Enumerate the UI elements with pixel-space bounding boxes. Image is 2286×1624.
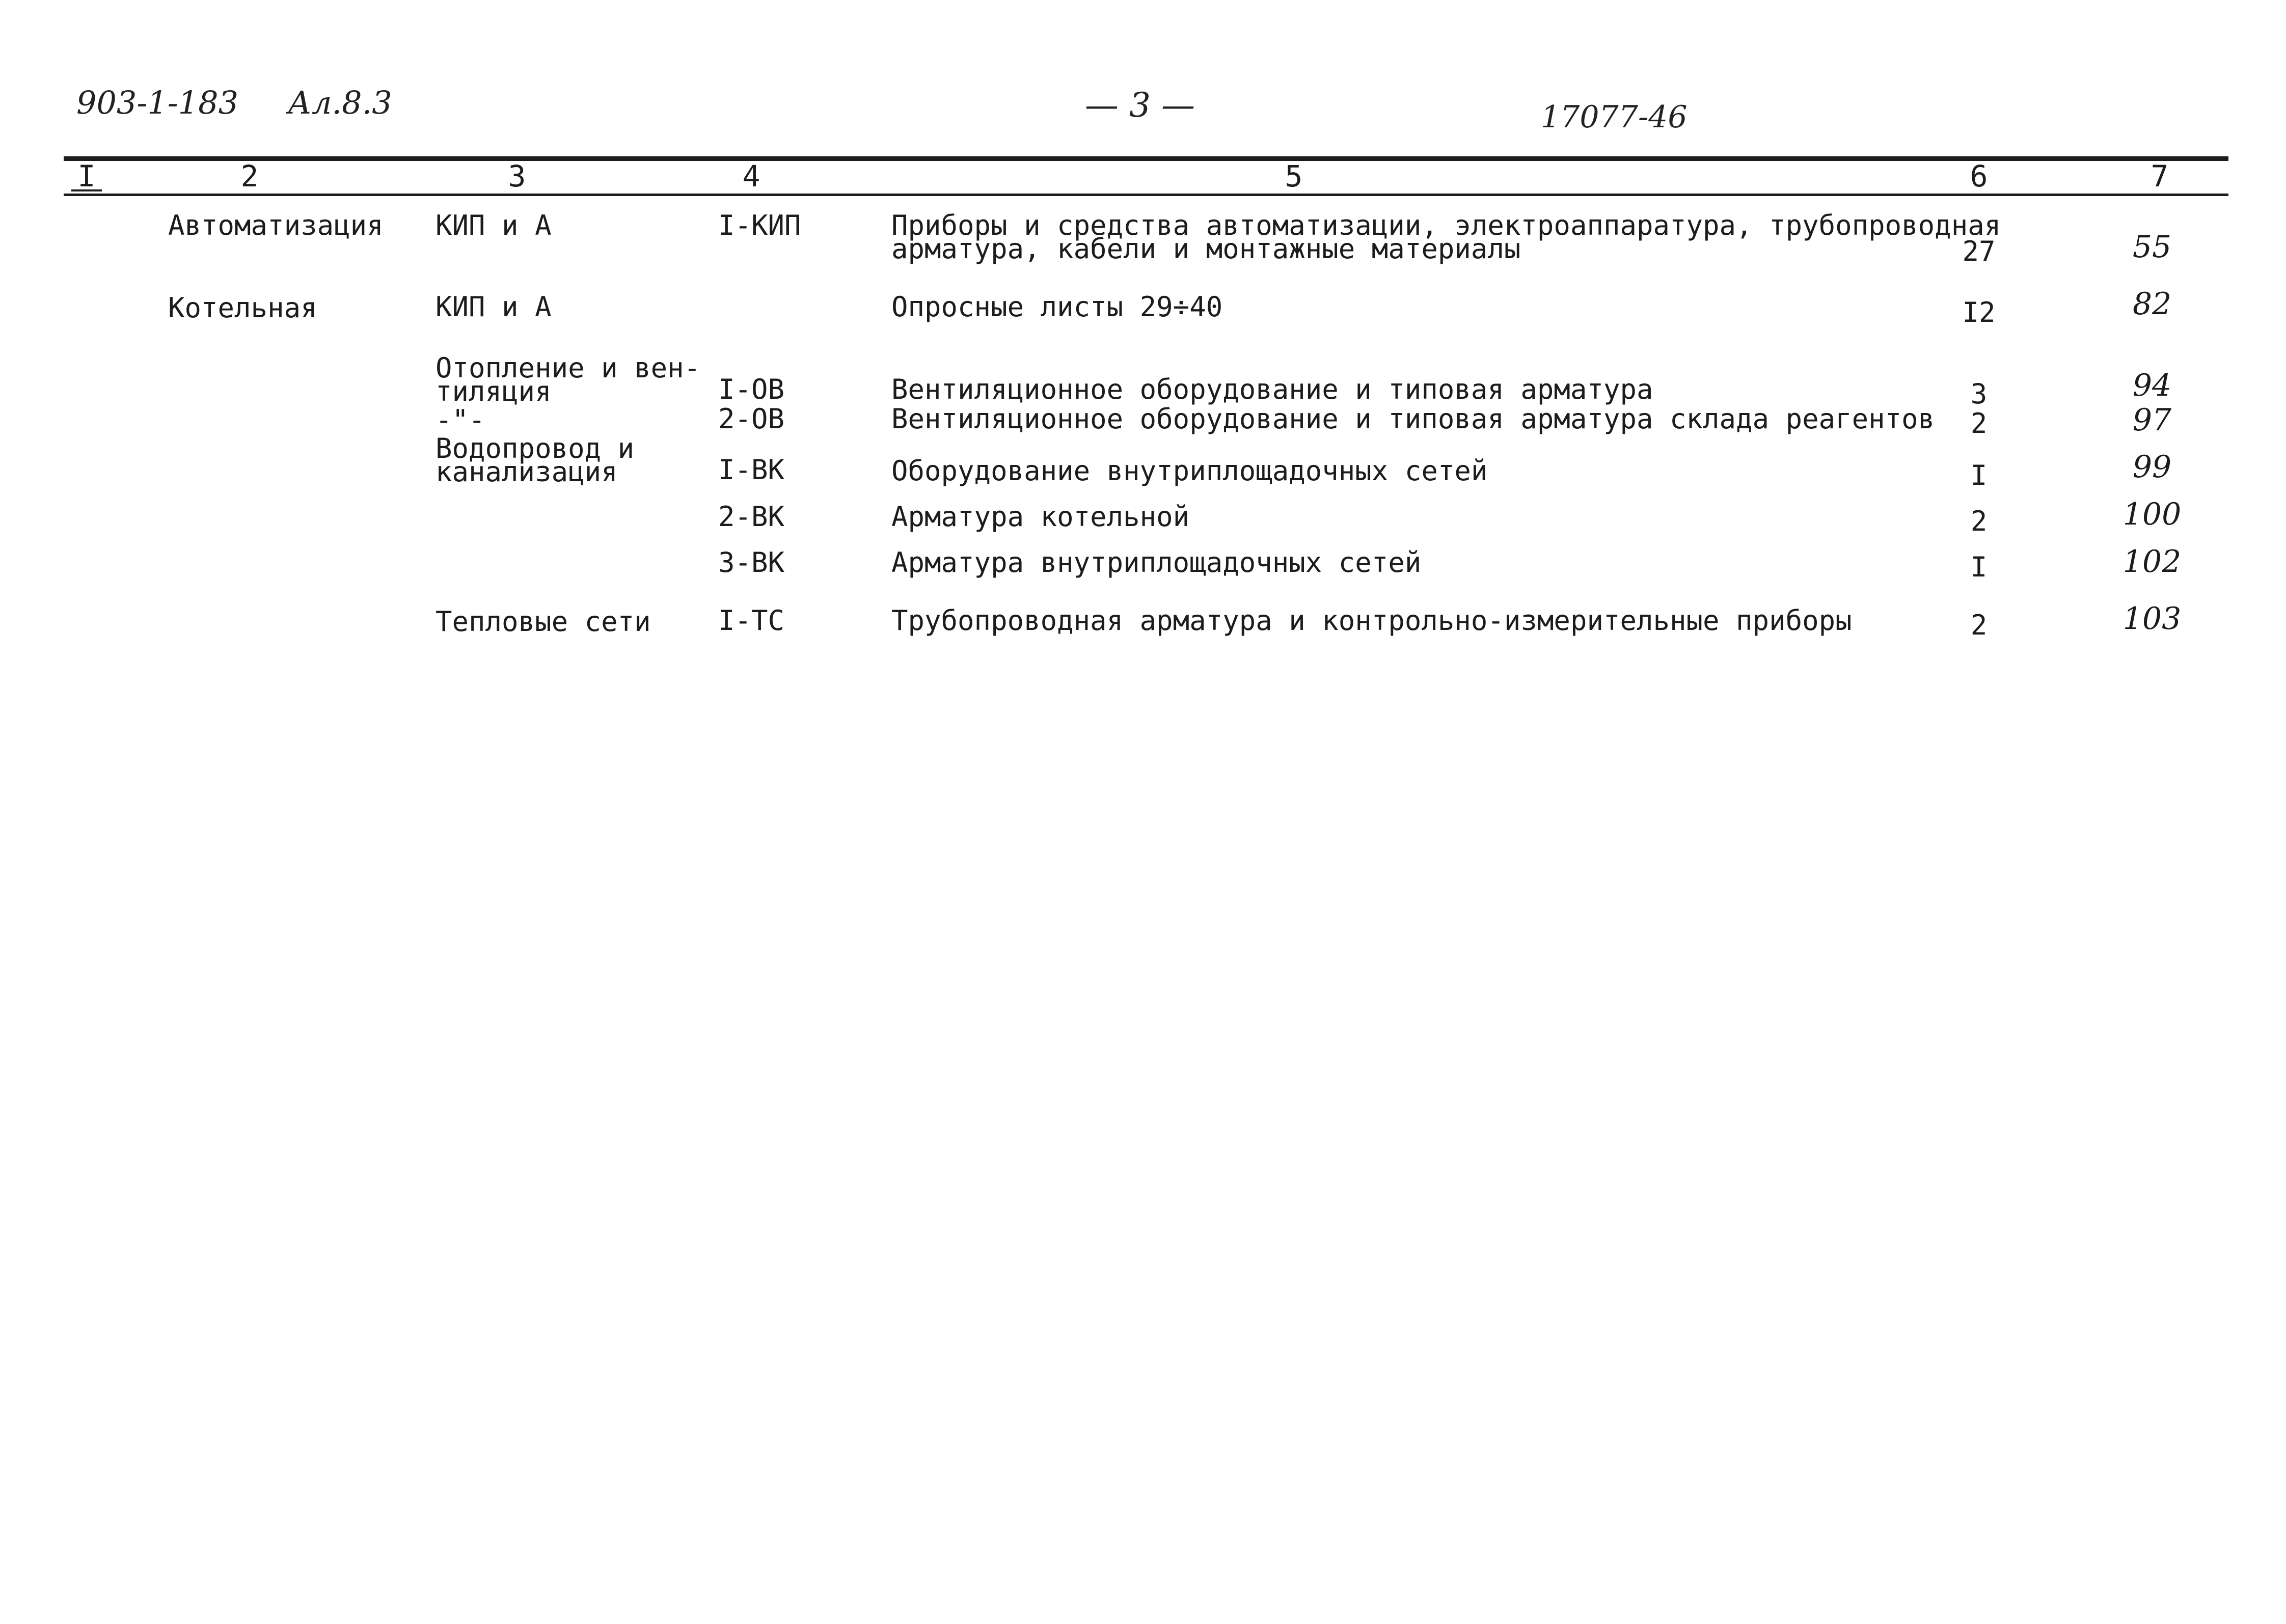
row-2-section: Котельная: [168, 292, 317, 324]
row-1-mark: I-КИП: [718, 209, 801, 241]
row-4-page: 97: [2132, 402, 2172, 438]
page-number: — 3 —: [1085, 86, 1195, 125]
row-1-part: КИП и А: [436, 209, 552, 241]
row-8-part: Тепловые сети: [436, 605, 651, 638]
column-header-1: I: [77, 159, 96, 194]
row-3-part-line-2: тиляция: [436, 375, 552, 407]
row-1-name-line-2: арматура, кабели и монтажные материалы: [891, 233, 1521, 265]
row-3-name: Вентиляционное оборудование и типовая арматура: [891, 373, 1653, 405]
column-header-2: 2: [240, 159, 259, 194]
row-8-name: Трубопроводная арматура и контрольно-измерительные приборы: [891, 604, 1852, 637]
row-7-mark: 3-ВК: [718, 546, 785, 579]
row-6-mark: 2-ВК: [718, 501, 785, 533]
row-4-name: Вентиляционное оборудование и типовая арматура склада реагентов: [891, 403, 1935, 435]
row-4-part: -"-: [436, 404, 485, 436]
row-5-sheets: I: [1970, 459, 1988, 491]
row-5-part-line-1: Водопровод и: [436, 432, 635, 464]
row-3-mark: I-ОВ: [718, 373, 785, 405]
album-number: Ал.8.3: [288, 84, 392, 121]
row-2-sheets: I2: [1962, 296, 1996, 328]
row-1-page: 55: [2132, 229, 2172, 265]
row-8-page: 103: [2122, 601, 2182, 637]
row-3-part-line-1: Отопление и вен-: [436, 352, 701, 384]
row-5-page: 99: [2132, 449, 2172, 485]
row-3-page: 94: [2132, 368, 2172, 403]
table-header-rule: [64, 194, 2228, 196]
column-header-7: 7: [2151, 159, 2169, 194]
row-5-name: Оборудование внутриплощадочных сетей: [891, 455, 1488, 487]
column-header-4: 4: [742, 159, 760, 194]
row-6-page: 100: [2122, 497, 2182, 532]
row-7-sheets: I: [1970, 551, 1988, 583]
row-5-mark: I-ВК: [718, 454, 785, 486]
row-8-sheets: 2: [1970, 609, 1988, 641]
row-1-sheets: 27: [1962, 235, 1996, 267]
row-3-sheets: 3: [1970, 378, 1988, 410]
row-5-part-line-2: канализация: [436, 456, 618, 488]
row-8-mark: I-ТС: [718, 604, 785, 637]
row-2-part: КИП и А: [436, 291, 552, 323]
column-header-6: 6: [1970, 159, 1988, 194]
column-header-5: 5: [1285, 159, 1303, 194]
row-2-page: 82: [2132, 286, 2172, 322]
row-7-name: Арматура внутриплощадочных сетей: [891, 546, 1422, 579]
column-header-3: 3: [508, 159, 526, 194]
document-code: 903-1-183: [76, 84, 239, 121]
row-4-sheets: 2: [1970, 407, 1988, 439]
row-7-page: 102: [2122, 544, 2182, 580]
row-6-name: Арматура котельной: [891, 501, 1190, 533]
row-4-mark: 2-ОВ: [718, 403, 785, 435]
row-2-name: Опросные листы 29÷40: [891, 291, 1223, 323]
row-6-sheets: 2: [1970, 505, 1988, 537]
table-top-rule: [64, 156, 2228, 161]
row-1-section: Автоматизация: [168, 209, 384, 241]
archive-number: 17077-46: [1541, 99, 1688, 135]
row-1-name-line-1: Приборы и средства автоматизации, электроаппаратура, трубопроводная: [891, 209, 2001, 241]
